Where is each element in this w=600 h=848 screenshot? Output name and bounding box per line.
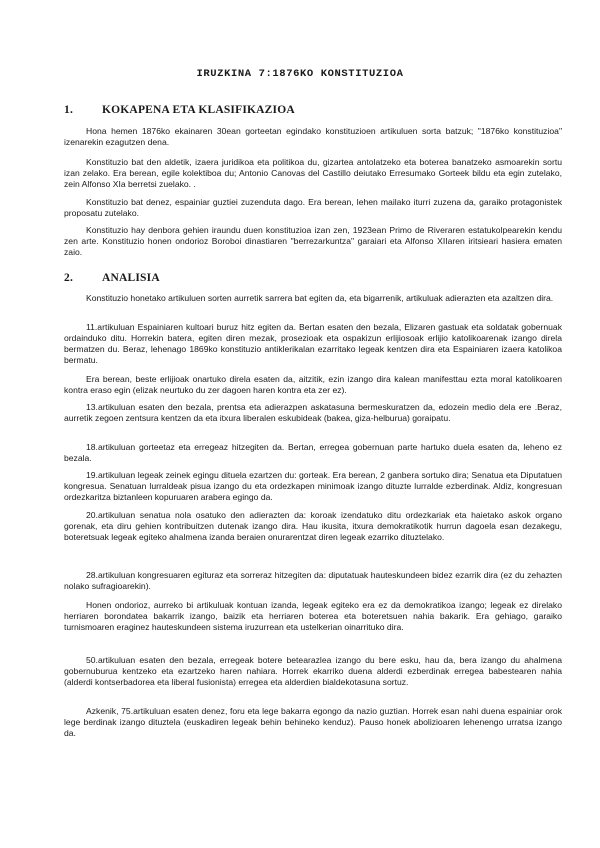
paragraph: Konstituzio honetako artikuluen sorten aurretik sarrera bat egiten da, eta bigarrenik, artikuluak adierazten eta azaltzen dira. — [86, 293, 554, 303]
paragraph: 28.artikuluan kongresuaren egituraz eta sorreraz hitzegiten da: diputatuak hauteskundeen bidez ezarrik dira (ez du zehazten nolako sufragioarekin). — [64, 570, 562, 591]
paragraph: 50.artikuluan esaten den bezala, erregeak botere betearazlea izango du bere esku, hau da, bera izango du ahalmena gobernuburua kentzeko eta ezartzeko haren nahiara. Horrek ekarriko duena alderdi ezberdinak erregea babestearen nahia (alderdi kontserbadorea eta liberal fusionista) erregea eta alderdien bialdekotasuna sortuz. — [64, 655, 562, 687]
paragraph: Azkenik, 75.artikuluan esaten denez, foru eta lege bakarra egongo da nazio guztian. Horrek esan nahi duena espainiar orok lege berdinak izango dituztela (euskadiren legeak behin behineko kenduz). Pauso honek abolizioaren lehenengo urratsa izango da. — [64, 706, 562, 738]
section-number: 2. — [64, 272, 74, 284]
paragraph: Konstituzio hay denbora gehien iraundu duen konstituzioa izan zen, 1923ean Primo de Riveraren estatukolpearekin kendu zen arte. Konstituzio honen ondorioz Boroboi dinastiaren "berrezarkuntza" garaiari eta Alfonso XIIaren iritsieari hasiera ematen zaio. — [64, 225, 562, 257]
paragraph: Konstituzio bat den aldetik, izaera juridikoa eta politikoa du, gizartea antolatzeko eta boterea banatzeko asmoarekin sortu izan zelako. Era berean, egile kolektiboa du; Antonio Canovas del Castillo deiutako Erresumako Gorteek bildu eta egin zutelako, zein Alfonso XIa berretsi zuelako. . — [64, 157, 562, 189]
paragraph: Era berean, beste erlijioak onartuko direla esaten da, aitzitik, ezin izango dira kalean manifesttau ezta moral katolikoaren kontra eraso egin (elizak neurtuko du zer dagoen haren kontra eta zer ez). — [64, 374, 562, 395]
section-heading-kokapena — [64, 104, 295, 116]
paragraph: 20.artikuluan senatua nola osatuko den adierazten da: koroak izendatuko ditu ordezkariak eta haietako askok organo gorenak, eta diru gehien kontribuitzen dutenak izango dira. Hau ikusita, itxura demokratikotik hurrun dagoela esan dezakegu, boteretsuak legeak egiteko ahalmena izanda beraien onurarentzat diren legeak ezarriko dituztelako. — [64, 510, 562, 542]
paragraph: 11.artikuluan Espainiaren kultoari buruz hitz egiten da. Bertan esaten den bezala, Elizaren gastuak eta soldatak gobernuak ordainduko ditu. Horrekin batera, egiten diren mezak, prosezioak eta ospakizun erlijiosoak erlijio katolikoarenak izango direla bermatzen du. Beraz, lehenago 1869ko konstituzio antiklerikalan ezarritako legeak kentzen dira eta Espainiaren izaera katolikoa bermatu. — [64, 322, 562, 365]
paragraph: Hona hemen 1876ko ekainaren 30ean gorteetan egindako konstituzioen artikuluen sorta batzuk; "1876ko konstituzioa" izenarekin ezagutzen dena. — [64, 126, 562, 147]
paragraph: 18.artikuluan gorteetaz eta erregeaz hitzegiten da. Bertan, erregea gobernuan parte hartuko duela esaten da, leheno ez bezala. — [64, 442, 562, 463]
section-title: ANALISIA — [102, 272, 160, 284]
paragraph: Konstituzio bat denez, espainiar guztiei zuzenduta dago. Era berean, lehen mailako iturri zuzena da, garaiko protagonistek proposatu zutelako. — [64, 197, 562, 218]
paragraph: Honen ondorioz, aurreko bi artikuluak kontuan izanda, legeak egiteko era ez da demokratikoa izango; legeak ez direlako herriaren borondatea bakarrik izango, baizik eta herriaren boterea eta boteretsuen nahia bakarik. Era gehiago, garaiko turnismoaren eraginez hauteskundeen sistema iruzurrean eta ustelkerian oinarrituko dira. — [64, 600, 562, 632]
document-title: IRUZKINA 7:1876KO KONSTITUZIOA — [196, 68, 404, 80]
section-title: KOKAPENA ETA KLASIFIKAZIOA — [102, 104, 295, 116]
paragraph: 19.artikuluan legeak zeinek egingu dituela ezartzen du: gorteak. Era berean, 2 ganbera sortuko dira; Senatua eta Diputatuen kongresua. Senatuan lurraldeak pisua izango du eta ordezkapen minimoak izango dituzte lurralde ezberdinak. Aldiz, kongresuan ordezkaritza biztanleen kopuruaren arabera egingo da. — [64, 470, 562, 502]
paragraph: 13.artikuluan esaten den bezala, prentsa eta adierazpen askatasuna bermeskuratzen da, edozein medio dela ere .Beraz, aurretik zegoen zentsura kentzen da eta itxura liberalen eskubideak (bakea, giza-helburua) goraipatu. — [64, 402, 562, 423]
section-number: 1. — [64, 104, 74, 116]
section-heading-analisia — [64, 272, 160, 284]
